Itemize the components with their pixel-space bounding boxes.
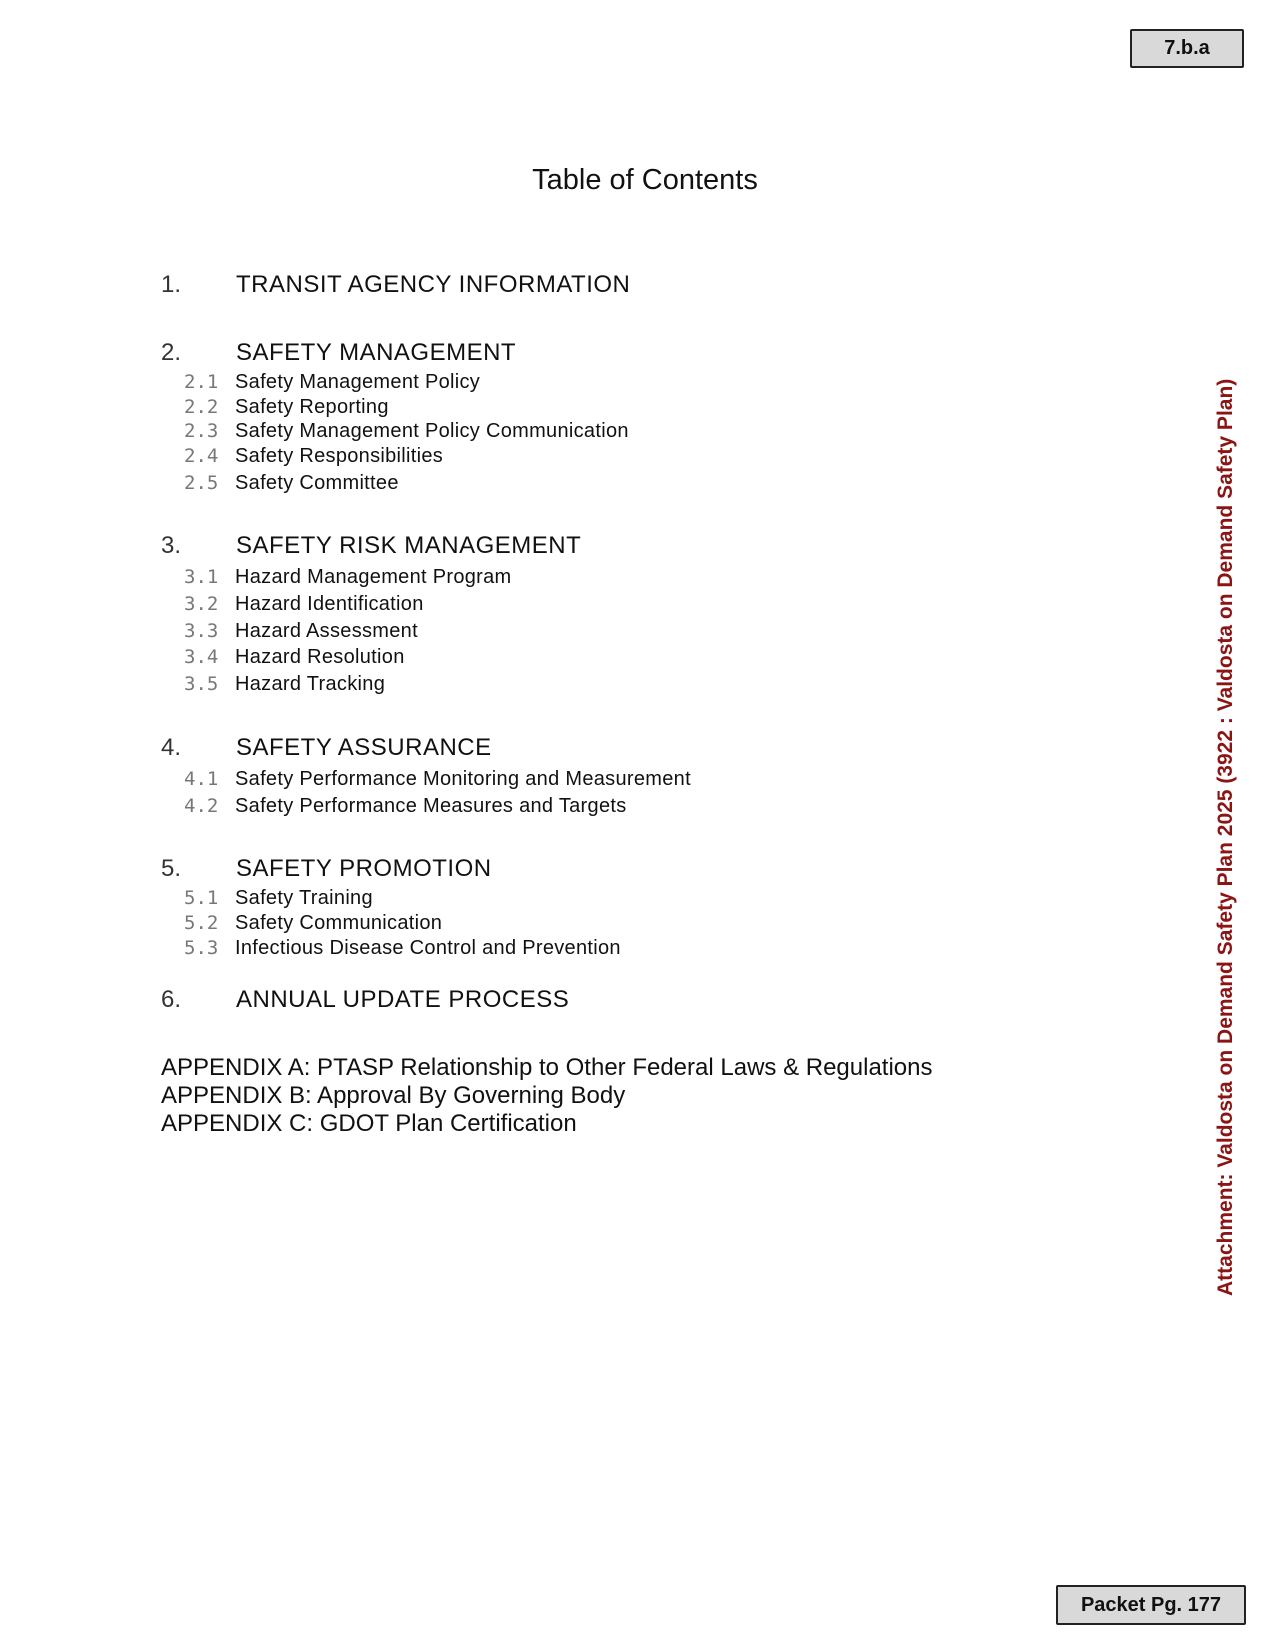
subsection-title: Safety Training — [235, 887, 373, 909]
subsection-title: Safety Management Policy — [235, 371, 481, 393]
subsection-number: 3.4 — [184, 646, 219, 668]
section-title: SAFETY ASSURANCE — [236, 734, 492, 761]
subsection-number: 2.4 — [184, 445, 219, 467]
subsection-number: 4.2 — [184, 795, 219, 817]
section-number: 1. — [161, 271, 182, 298]
toc-subsection-3-2[interactable] — [184, 593, 424, 616]
subsection-title: Safety Management Policy Communication — [235, 420, 629, 442]
subsection-title: Infectious Disease Control and Prevention — [235, 937, 621, 959]
toc-section-4[interactable] — [161, 734, 492, 762]
section-title: ANNUAL UPDATE PROCESS — [236, 986, 570, 1013]
subsection-number: 3.5 — [184, 673, 219, 695]
packet-page-tag: Packet Pg. 177 — [1056, 1585, 1246, 1625]
toc-section-3[interactable] — [161, 532, 581, 560]
toc-appendix-c[interactable]: APPENDIX C: GDOT Plan Certification — [161, 1110, 577, 1137]
toc-subsection-4-2[interactable] — [184, 795, 627, 818]
toc-appendix-a[interactable]: APPENDIX A: PTASP Relationship to Other Federal Laws & Regulations — [161, 1054, 933, 1081]
subsection-number: 2.1 — [184, 371, 219, 393]
toc-subsection-2-3[interactable] — [184, 420, 629, 443]
subsection-title: Hazard Identification — [235, 593, 424, 615]
toc-subsection-3-1[interactable] — [184, 566, 512, 589]
subsection-title: Hazard Management Program — [235, 566, 512, 588]
toc-subsection-3-4[interactable] — [184, 646, 405, 669]
toc-subsection-2-2[interactable] — [184, 396, 389, 419]
toc-section-2[interactable] — [161, 339, 516, 367]
subsection-number: 2.2 — [184, 396, 219, 418]
subsection-title: Safety Communication — [235, 912, 443, 934]
subsection-number: 5.3 — [184, 937, 219, 959]
toc-appendix-b[interactable]: APPENDIX B: Approval By Governing Body — [161, 1082, 626, 1109]
toc-subsection-2-1[interactable] — [184, 371, 480, 394]
subsection-title: Hazard Assessment — [235, 620, 418, 642]
section-number: 2. — [161, 339, 182, 366]
toc-section-5[interactable] — [161, 855, 492, 883]
subsection-number: 3.1 — [184, 566, 219, 588]
section-number: 6. — [161, 986, 182, 1013]
subsection-number: 3.2 — [184, 593, 219, 615]
subsection-number: 4.1 — [184, 768, 219, 790]
attachment-side-label: Attachment: Valdosta on Demand Safety Plan 2025 (3922 : Valdosta on Demand Safety Plan) — [1214, 378, 1237, 1296]
subsection-number: 2.3 — [184, 420, 219, 442]
subsection-title: Safety Responsibilities — [235, 445, 444, 467]
subsection-title: Safety Committee — [235, 472, 399, 494]
toc-subsection-5-1[interactable] — [184, 887, 373, 910]
subsection-title: Hazard Tracking — [235, 673, 386, 695]
section-number: 5. — [161, 855, 182, 882]
subsection-number: 5.1 — [184, 887, 219, 909]
toc-section-6[interactable] — [161, 986, 569, 1014]
toc-section-1[interactable] — [161, 271, 630, 299]
subsection-number: 2.5 — [184, 472, 219, 494]
subsection-number: 3.3 — [184, 620, 219, 642]
section-title: SAFETY RISK MANAGEMENT — [236, 532, 582, 559]
toc-subsection-3-5[interactable] — [184, 673, 385, 696]
section-title: SAFETY MANAGEMENT — [236, 339, 517, 366]
section-number: 4. — [161, 734, 182, 761]
toc-subsection-3-3[interactable] — [184, 620, 418, 643]
page-title: Table of Contents — [532, 164, 758, 196]
toc-subsection-5-3[interactable] — [184, 937, 621, 960]
subsection-number: 5.2 — [184, 912, 219, 934]
toc-subsection-5-2[interactable] — [184, 912, 442, 935]
attachment-tag: 7.b.a — [1130, 29, 1244, 68]
section-title: SAFETY PROMOTION — [236, 855, 492, 882]
subsection-title: Safety Reporting — [235, 396, 389, 418]
toc-subsection-2-4[interactable] — [184, 445, 443, 468]
subsection-title: Hazard Resolution — [235, 646, 405, 668]
subsection-title: Safety Performance Monitoring and Measurement — [235, 768, 691, 790]
toc-subsection-4-1[interactable] — [184, 768, 691, 791]
section-title: TRANSIT AGENCY INFORMATION — [236, 271, 631, 298]
toc-subsection-2-5[interactable] — [184, 472, 399, 495]
section-number: 3. — [161, 532, 182, 559]
subsection-title: Safety Performance Measures and Targets — [235, 795, 627, 817]
